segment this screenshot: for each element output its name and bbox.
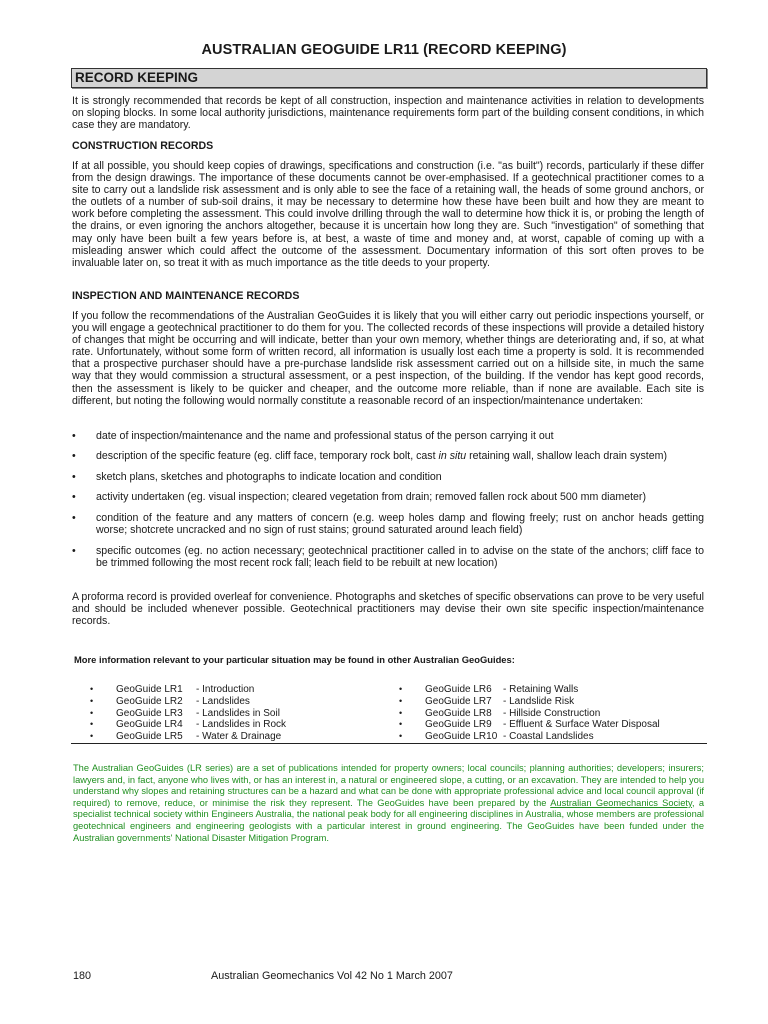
- geoguide-list-left: [90, 684, 390, 743]
- divider: [71, 743, 707, 744]
- list-item: • GeoGuide LR2 - Landslides: [90, 695, 250, 707]
- list-item: • GeoGuide LR1 - Introduction: [90, 684, 255, 695]
- list-item: • GeoGuide LR6 - Retaining Walls: [399, 684, 579, 695]
- section-header-label: RECORD KEEPING: [75, 70, 199, 85]
- bullet-icon: •: [72, 430, 76, 442]
- bullet-icon: •: [90, 719, 94, 730]
- list-item: • description of the specific feature (eg. cliff face, temporary rock bolt, cast in situ retaining wall, shallow leach drain system): [72, 450, 667, 463]
- bullet-icon: •: [72, 544, 76, 557]
- bullet-icon: •: [90, 695, 94, 706]
- document-title: AUSTRALIAN GEOGUIDE LR11 (RECORD KEEPING): [201, 42, 567, 58]
- list-item: • specific outcomes (eg. no action necessary; geotechnical practitioner called in to advise on the state of the anchors; cliff face to be trimmed following the most recent rock fall; leach field to be rebuilt at new location): [72, 544, 704, 569]
- list-item: • GeoGuide LR4 - Landslides in Rock: [90, 719, 287, 731]
- about-geoguides-paragraph: The Australian GeoGuides (LR series) are a set of publications intended for property owners; local councils; planning authorities; developers; insurers; lawyers and, in fact, anyone who lives with, or has an interest in, a natural or engineered slope, a cutting, or an excavation. They are intended to help you understand why slopes and retaining structures can be a hazard and what can be done with appropriate professional advice and local council approval (if required) to remove, reduce, or minimise the risk they represent. The GeoGuides have been prepared by the Australian Geomechanics Society, a specialist technical society within Engineers Australia, the national peak body for all engineering disciplines in Australia, whose members are professional geotechnical engineers and engineering geologists with a particular interest in ground engineering. The GeoGuides have been funded under the Australian governments' National Disaster Mitigation Program.: [73, 763, 704, 843]
- inspection-records-paragraph: If you follow the recommendations of the Australian GeoGuides it is likely that you will either carry out periodic inspections yourself, or you will engage a geotechnical practitioner to do them for you. The collected records of these inspections will provide a detailed history of changes that might be occurring and will indicate, better than your own memory, whether things are deteriorating and, if so, at what rate. Unfortunately, without some form of written record, all information is usually lost each time a property is sold. It is recommended that a prospective purchaser should have a pre-purchase landslide risk assessment carried out on a hillside site, in much the same way that they would commission a structural assessment, or a pest inspection, of the building. If the vendor has kept good records, then the assessment is likely to be quicker and cheaper, and the outcome more reliable, than if none are available. Each site is different, but noting the following would normally constitute a reasonable record of an inspection/maintenance undertaken:: [72, 310, 704, 407]
- proforma-paragraph: A proforma record is provided overleaf for convenience. Photographs and sketches of specific observations can prove to be very useful and should be included whenever possible. Geotechnical practitioners may devise their own site specific inspection/maintenance records.: [72, 591, 704, 628]
- list-item: • activity undertaken (eg. visual inspection; cleared vegetation from drain; removed fallen rock about 500 mm diameter): [72, 491, 646, 504]
- page-number: 180: [73, 970, 92, 982]
- bullet-icon: •: [72, 450, 76, 463]
- list-item: • sketch plans, sketches and photographs to indicate location and condition: [72, 470, 442, 483]
- section-header-record-keeping: [71, 68, 707, 88]
- bullet-icon: •: [399, 695, 403, 706]
- intro-paragraph: It is strongly recommended that records be kept of all construction, inspection and maintenance activities in relation to developments on sloping blocks. In some local authority jurisdictions, maintenance requirements form part of the building consent conditions, in which case they are mandatory.: [72, 95, 704, 132]
- bullet-icon: •: [90, 707, 94, 718]
- list-item: • condition of the feature and any matters of concern (e.g. weep holes damp and flowing freely; rust on anchor heads getting worse; shotcrete uncracked and no sign of rust stains; ground saturated around leach field): [72, 511, 704, 537]
- list-item: • GeoGuide LR10 - Coastal Landslides: [399, 731, 594, 743]
- bullet-icon: •: [399, 707, 403, 718]
- list-item: • GeoGuide LR7 - Landslide Risk: [399, 695, 575, 707]
- construction-records-paragraph: If at all possible, you should keep copies of drawings, specifications and construction (i.e. "as built") records, particularly if these differ from the design drawings. The importance of these documents cannot be over-emphasised. If a geotechnical practitioner comes to a site to carry out a landslide risk assessment and is only able to see the face of a retaining wall, the heads of some ground anchors, or the outlets of a number of sub-soil drains, it may be necessary to determine how these have been built and how they are meant to work before completing the assessment. This could involve drilling through the wall to determine how thick it is, or probing the length of the drains, or even ignoring the anchors altogether, because it is uncertain how long they are. Such "investigation" of something that may only have been built a few years before is, at best, a waste of time and money and, at worst, capable of coming up with a misleading answer which could affect the outcome of the assessment. Documentary information of this sort often proves to be invaluable later on, so treat it with as much importance as the title deeds to your property.: [72, 160, 704, 269]
- bullet-icon: •: [399, 731, 403, 742]
- record-items-list: [72, 430, 704, 577]
- bullet-icon: •: [90, 731, 94, 742]
- list-item: • date of inspection/maintenance and the name and professional status of the person carrying it out: [72, 430, 554, 442]
- bullet-icon: •: [90, 684, 94, 694]
- bullet-icon: •: [72, 491, 76, 504]
- bullet-icon: •: [399, 719, 403, 730]
- list-item: • GeoGuide LR9 - Effluent & Surface Water Disposal: [399, 719, 660, 731]
- more-info-heading: More information relevant to your particular situation may be found in other Australian GeoGuides:: [74, 654, 515, 665]
- geoguide-list-right: [399, 684, 709, 743]
- construction-records-heading: CONSTRUCTION RECORDS: [72, 140, 214, 152]
- inspection-records-heading: INSPECTION AND MAINTENANCE RECORDS: [72, 290, 300, 302]
- italic-term: in situ: [438, 450, 467, 463]
- bullet-icon: •: [399, 684, 403, 694]
- list-item: • GeoGuide LR8 - Hillside Construction: [399, 707, 601, 719]
- list-item: • GeoGuide LR5 - Water & Drainage: [90, 731, 282, 743]
- bullet-icon: •: [72, 470, 76, 483]
- journal-citation: Australian Geomechanics Vol 42 No 1 March 2007: [211, 970, 453, 982]
- bullet-icon: •: [72, 511, 76, 524]
- ags-link[interactable]: Australian Geomechanics Society: [550, 797, 692, 808]
- list-item: • GeoGuide LR3 - Landslides in Soil: [90, 707, 280, 719]
